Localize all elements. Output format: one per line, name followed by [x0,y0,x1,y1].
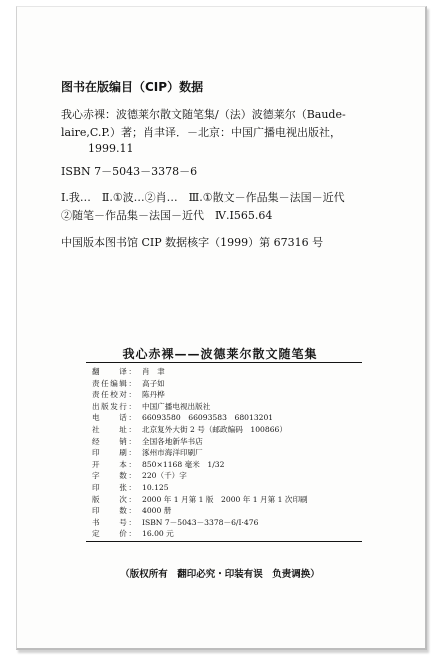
imprint-label: 开 本： [92,459,136,469]
imprint-label: 社 址： [92,425,136,434]
imprint-row [86,528,362,540]
imprint-row [86,494,362,506]
imprint-value: 66093580 66093583 68013201 [142,413,274,423]
imprint-row [86,424,362,436]
cip-record-line: 1999.11 [88,142,134,155]
imprint-bottom-rule [86,541,362,542]
imprint-value: ISBN 7－5043－3378－6/I·476 [142,517,259,527]
cip-classification-line: Ⅰ.我… Ⅱ.①波…②肖… Ⅲ.①散文－作品集－法国－近代 [61,191,345,204]
imprint-row [86,447,362,459]
copyright-notice: （版权所有 翻印必究・印装有误 负责调换） [120,569,320,580]
copyright-page [16,6,427,650]
imprint-value: 全国各地新华书店 [142,436,203,446]
cip-approval-number: 中国版本图书馆 CIP 数据核字（1999）第 67316 号 [61,236,324,249]
imprint-value: 涿州市海洋印刷厂 [142,448,203,458]
imprint-row [86,412,362,424]
imprint-label: 印 数： [92,506,136,516]
imprint-label: 翻 译： [92,367,136,376]
imprint-row [86,378,362,390]
imprint-label: 定 价： [92,529,136,539]
imprint-row [86,459,362,471]
imprint-label: 字 数： [92,471,136,481]
imprint-value: 北京复外大街 2 号（邮政编码 100866） [142,425,287,434]
imprint-value: 220（千）字 [142,471,187,481]
imprint-row [86,389,362,401]
cip-record-line: 我心赤裸：波德莱尔散文随笔集/（法）波德莱尔（Baude- [61,108,346,121]
imprint-label: 责任校对： [92,390,136,400]
cip-record-line: laire,C.P.）著；肖聿译．－北京：中国广播电视出版社， [61,126,342,139]
imprint-label: 出版发行： [92,401,136,411]
imprint-value: 中国广播电视出版社 [142,401,211,411]
imprint-row [86,517,362,529]
imprint-value: 10.125 [142,483,169,492]
cip-heading: 图书在版编目（CIP）数据 [61,80,204,94]
imprint-label: 经 销： [92,436,136,446]
imprint-label: 责任编辑： [92,378,136,388]
imprint-value: 高子如 [142,378,165,388]
imprint-value: 16.00 元 [142,529,174,539]
imprint-value: 850×1168 毫米 1/32 [142,459,225,469]
imprint-row [86,482,362,494]
imprint-row [86,436,362,448]
imprint-row [86,401,362,413]
imprint-value: 陈丹桦 [142,390,165,400]
imprint-label: 印 张： [92,483,136,492]
imprint-value: 肖 聿 [142,367,165,376]
book-title: 我心赤裸——波德莱尔散文随笔集 [122,347,318,361]
imprint-row [86,505,362,517]
imprint-label: 版 次： [92,494,136,504]
cip-classification-line: ②随笔－作品集－法国－近代 Ⅳ.I565.64 [61,209,273,222]
imprint-label: 电 话： [92,413,136,423]
imprint-value: 2000 年 1 月第 1 版 2000 年 1 月第 1 次印刷 [142,494,308,504]
imprint-row [86,470,362,482]
cip-isbn-line: ISBN 7－5043－3378－6 [61,165,198,178]
imprint-label: 印 刷： [92,448,136,458]
imprint-label: 书 号： [92,517,136,527]
imprint-row [86,366,362,378]
imprint-top-rule [86,362,362,363]
imprint-value: 4000 册 [142,506,172,516]
